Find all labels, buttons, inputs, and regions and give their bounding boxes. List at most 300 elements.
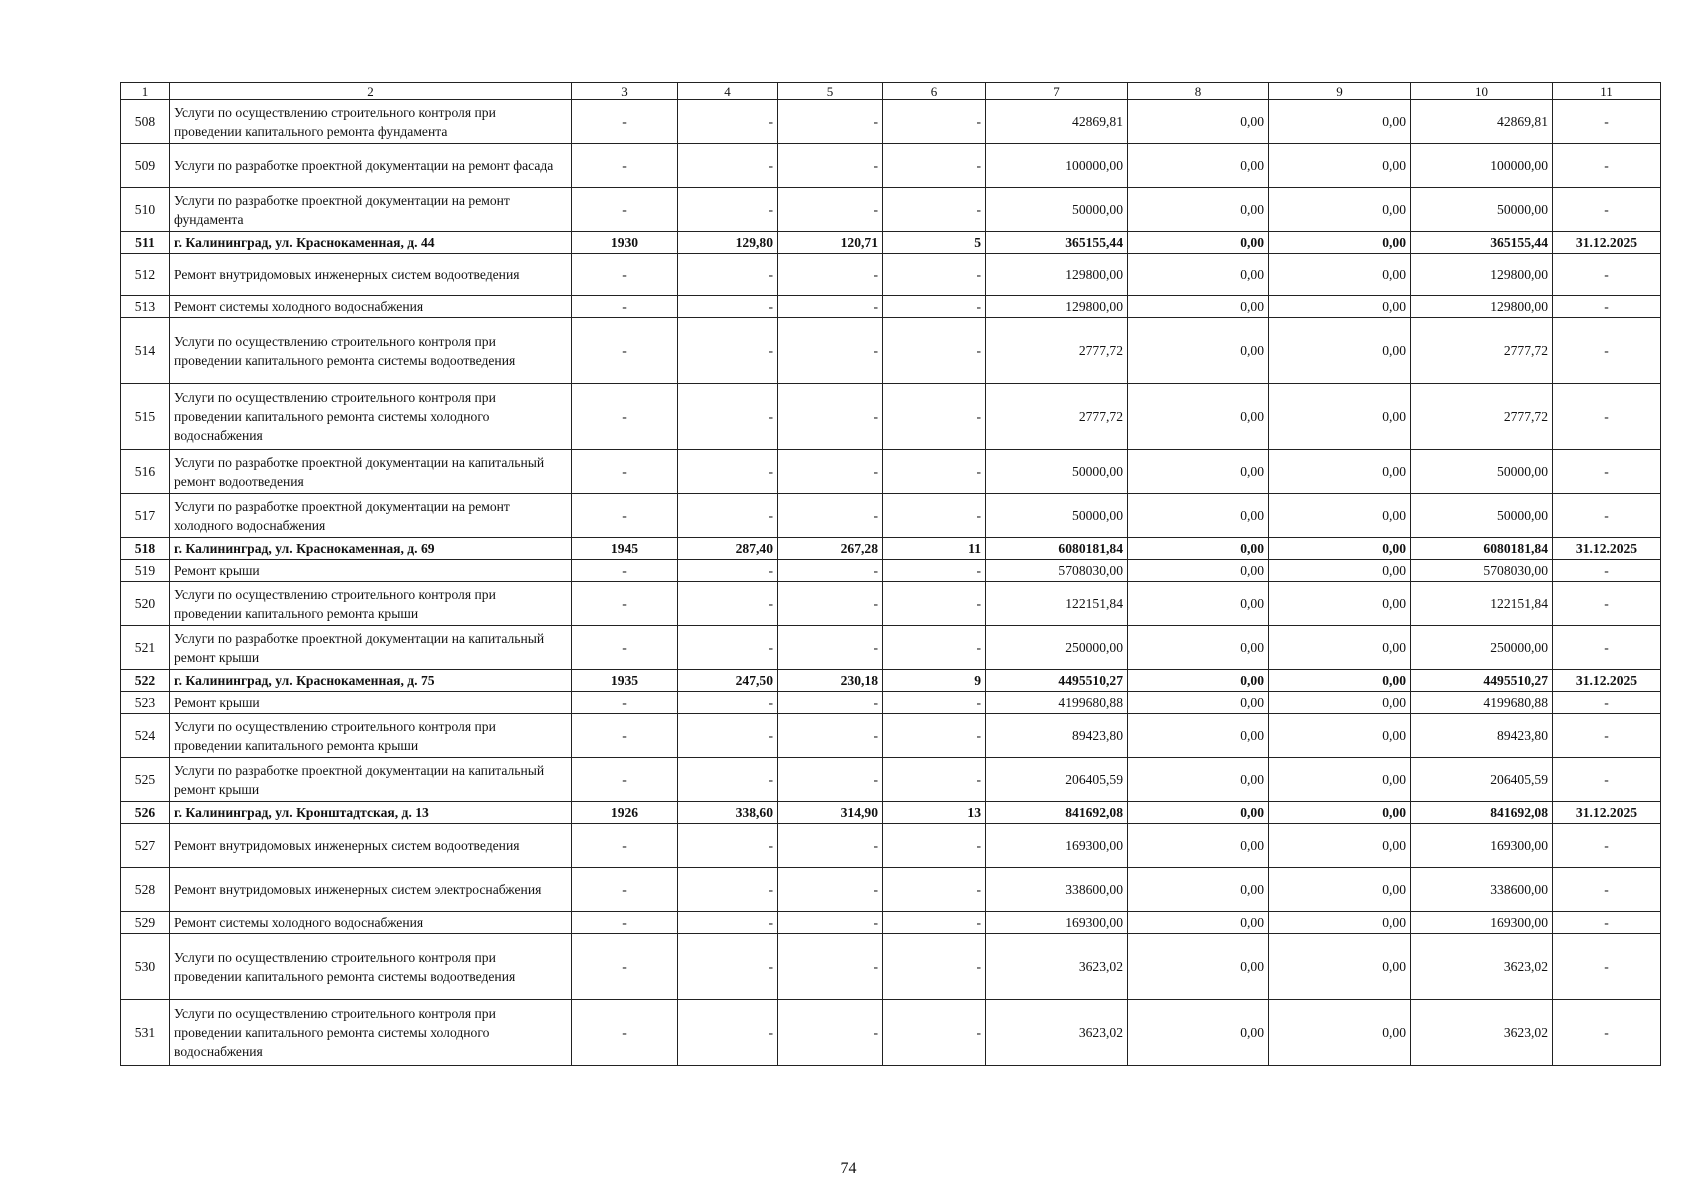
cell-cost-8: 0,00 <box>1128 494 1269 538</box>
cell-year: 1930 <box>572 232 678 254</box>
cell-deadline: 31.12.2025 <box>1553 538 1661 560</box>
cell-area-living: 267,28 <box>778 538 883 560</box>
cell-cost-8: 0,00 <box>1128 318 1269 384</box>
cell-residents: - <box>883 100 986 144</box>
cell-cost-8: 0,00 <box>1128 714 1269 758</box>
cell-deadline: - <box>1553 188 1661 232</box>
cell-year: - <box>572 296 678 318</box>
header-row <box>121 83 1661 100</box>
cell-cost-8: 0,00 <box>1128 232 1269 254</box>
cell-cost-9: 0,00 <box>1269 450 1411 494</box>
cell-cost-total: 129800,00 <box>986 296 1128 318</box>
cell-area-living: - <box>778 1000 883 1066</box>
row-number: 519 <box>121 560 170 582</box>
cell-deadline: - <box>1553 912 1661 934</box>
cell-cost-8: 0,00 <box>1128 560 1269 582</box>
row-name: Ремонт внутридомовых инженерных систем электроснабжения <box>170 868 572 912</box>
cell-cost-total: 2777,72 <box>986 318 1128 384</box>
cell-cost-total: 42869,81 <box>986 100 1128 144</box>
cell-cost-10: 6080181,84 <box>1411 538 1553 560</box>
row-number: 512 <box>121 254 170 296</box>
cell-cost-10: 841692,08 <box>1411 802 1553 824</box>
row-number: 509 <box>121 144 170 188</box>
cell-cost-9: 0,00 <box>1269 296 1411 318</box>
row-number: 517 <box>121 494 170 538</box>
row-name: Услуги по осуществлению строительного контроля при проведении капитального ремонта системы водоотведения <box>170 318 572 384</box>
cell-residents: - <box>883 560 986 582</box>
cell-year: - <box>572 692 678 714</box>
cell-cost-10: 100000,00 <box>1411 144 1553 188</box>
row-name: г. Калининград, ул. Кронштадтская, д. 13 <box>170 802 572 824</box>
row-name: г. Калининград, ул. Краснокаменная, д. 75 <box>170 670 572 692</box>
row-name: Ремонт крыши <box>170 560 572 582</box>
page-number: 74 <box>840 1160 857 1177</box>
repair-plan-table <box>120 82 1661 1066</box>
cell-residents: - <box>883 758 986 802</box>
document-sheet <box>120 82 1660 1066</box>
row-name: Ремонт системы холодного водоснабжения <box>170 296 572 318</box>
cell-cost-10: 250000,00 <box>1411 626 1553 670</box>
column-header: 5 <box>778 83 883 100</box>
cell-residents: - <box>883 254 986 296</box>
cell-area-total: - <box>678 912 778 934</box>
cell-area-living: - <box>778 692 883 714</box>
cell-cost-10: 206405,59 <box>1411 758 1553 802</box>
cell-cost-10: 122151,84 <box>1411 582 1553 626</box>
cell-area-total: - <box>678 824 778 868</box>
cell-cost-total: 841692,08 <box>986 802 1128 824</box>
cell-cost-9: 0,00 <box>1269 1000 1411 1066</box>
cell-cost-8: 0,00 <box>1128 538 1269 560</box>
cell-cost-10: 338600,00 <box>1411 868 1553 912</box>
cell-cost-total: 4495510,27 <box>986 670 1128 692</box>
cell-cost-total: 365155,44 <box>986 232 1128 254</box>
column-header: 2 <box>170 83 572 100</box>
row-number: 508 <box>121 100 170 144</box>
row-number: 511 <box>121 232 170 254</box>
cell-year: - <box>572 450 678 494</box>
cell-year: - <box>572 254 678 296</box>
cell-cost-8: 0,00 <box>1128 934 1269 1000</box>
column-header: 4 <box>678 83 778 100</box>
row-name: Услуги по разработке проектной документации на капитальный ремонт водоотведения <box>170 450 572 494</box>
cell-area-total: 287,40 <box>678 538 778 560</box>
table-row <box>121 188 1661 232</box>
cell-cost-total: 5708030,00 <box>986 560 1128 582</box>
cell-year: - <box>572 318 678 384</box>
table-row <box>121 144 1661 188</box>
row-name: Услуги по разработке проектной документации на ремонт фундамента <box>170 188 572 232</box>
cell-area-living: - <box>778 582 883 626</box>
row-name: Ремонт внутридомовых инженерных систем водоотведения <box>170 824 572 868</box>
cell-cost-10: 4495510,27 <box>1411 670 1553 692</box>
cell-deadline: - <box>1553 144 1661 188</box>
cell-residents: - <box>883 582 986 626</box>
cell-cost-10: 3623,02 <box>1411 1000 1553 1066</box>
cell-cost-10: 50000,00 <box>1411 188 1553 232</box>
cell-year: - <box>572 144 678 188</box>
cell-residents: - <box>883 934 986 1000</box>
cell-cost-total: 89423,80 <box>986 714 1128 758</box>
row-number: 521 <box>121 626 170 670</box>
cell-area-total: - <box>678 494 778 538</box>
table-row <box>121 824 1661 868</box>
cell-deadline: - <box>1553 758 1661 802</box>
column-header: 8 <box>1128 83 1269 100</box>
cell-year: - <box>572 912 678 934</box>
row-name: Услуги по осуществлению строительного контроля при проведении капитального ремонта крыши <box>170 714 572 758</box>
cell-cost-9: 0,00 <box>1269 912 1411 934</box>
cell-area-total: - <box>678 188 778 232</box>
cell-residents: - <box>883 824 986 868</box>
cell-year: - <box>572 100 678 144</box>
cell-cost-total: 50000,00 <box>986 494 1128 538</box>
cell-cost-10: 2777,72 <box>1411 318 1553 384</box>
cell-cost-8: 0,00 <box>1128 758 1269 802</box>
cell-cost-10: 2777,72 <box>1411 384 1553 450</box>
cell-residents: - <box>883 384 986 450</box>
row-number: 523 <box>121 692 170 714</box>
cell-cost-8: 0,00 <box>1128 626 1269 670</box>
table-body <box>121 83 1661 1066</box>
cell-area-living: - <box>778 714 883 758</box>
cell-cost-9: 0,00 <box>1269 538 1411 560</box>
cell-deadline: - <box>1553 384 1661 450</box>
row-number: 527 <box>121 824 170 868</box>
cell-area-total: - <box>678 318 778 384</box>
table-row <box>121 868 1661 912</box>
cell-deadline: - <box>1553 934 1661 1000</box>
table-row <box>121 296 1661 318</box>
cell-cost-10: 169300,00 <box>1411 824 1553 868</box>
cell-deadline: - <box>1553 494 1661 538</box>
cell-year: - <box>572 868 678 912</box>
cell-area-total: - <box>678 1000 778 1066</box>
cell-cost-8: 0,00 <box>1128 582 1269 626</box>
cell-residents: - <box>883 450 986 494</box>
cell-area-living: 230,18 <box>778 670 883 692</box>
cell-cost-8: 0,00 <box>1128 450 1269 494</box>
cell-deadline: - <box>1553 100 1661 144</box>
cell-area-living: - <box>778 824 883 868</box>
cell-area-total: - <box>678 868 778 912</box>
cell-residents: - <box>883 912 986 934</box>
cell-area-living: - <box>778 626 883 670</box>
cell-area-total: - <box>678 758 778 802</box>
cell-deadline: - <box>1553 318 1661 384</box>
column-header: 7 <box>986 83 1128 100</box>
cell-cost-9: 0,00 <box>1269 232 1411 254</box>
cell-area-living: - <box>778 494 883 538</box>
row-name: г. Калининград, ул. Краснокаменная, д. 69 <box>170 538 572 560</box>
cell-residents: - <box>883 714 986 758</box>
cell-area-living: - <box>778 100 883 144</box>
cell-area-total: - <box>678 692 778 714</box>
cell-area-living: - <box>778 934 883 1000</box>
row-number: 510 <box>121 188 170 232</box>
column-header: 6 <box>883 83 986 100</box>
table-row <box>121 384 1661 450</box>
cell-area-living: - <box>778 560 883 582</box>
row-number: 530 <box>121 934 170 1000</box>
cell-area-living: - <box>778 144 883 188</box>
cell-year: - <box>572 1000 678 1066</box>
cell-cost-9: 0,00 <box>1269 758 1411 802</box>
cell-residents: - <box>883 188 986 232</box>
cell-deadline: 31.12.2025 <box>1553 232 1661 254</box>
cell-year: - <box>572 714 678 758</box>
row-number: 526 <box>121 802 170 824</box>
cell-cost-total: 50000,00 <box>986 188 1128 232</box>
cell-cost-9: 0,00 <box>1269 626 1411 670</box>
cell-deadline: - <box>1553 582 1661 626</box>
cell-residents: - <box>883 1000 986 1066</box>
cell-cost-9: 0,00 <box>1269 868 1411 912</box>
cell-residents: 13 <box>883 802 986 824</box>
table-row <box>121 494 1661 538</box>
row-name: Ремонт крыши <box>170 692 572 714</box>
cell-area-living: 120,71 <box>778 232 883 254</box>
cell-cost-total: 3623,02 <box>986 1000 1128 1066</box>
cell-cost-9: 0,00 <box>1269 494 1411 538</box>
cell-cost-total: 250000,00 <box>986 626 1128 670</box>
row-number: 525 <box>121 758 170 802</box>
cell-cost-10: 89423,80 <box>1411 714 1553 758</box>
cell-cost-9: 0,00 <box>1269 560 1411 582</box>
cell-cost-10: 42869,81 <box>1411 100 1553 144</box>
cell-cost-10: 4199680,88 <box>1411 692 1553 714</box>
cell-area-total: - <box>678 560 778 582</box>
cell-area-total: - <box>678 582 778 626</box>
table-row <box>121 714 1661 758</box>
cell-cost-8: 0,00 <box>1128 1000 1269 1066</box>
cell-cost-10: 5708030,00 <box>1411 560 1553 582</box>
table-row <box>121 582 1661 626</box>
cell-year: - <box>572 758 678 802</box>
column-header: 10 <box>1411 83 1553 100</box>
cell-year: - <box>572 188 678 232</box>
row-number: 531 <box>121 1000 170 1066</box>
cell-cost-9: 0,00 <box>1269 824 1411 868</box>
cell-cost-9: 0,00 <box>1269 670 1411 692</box>
cell-year: - <box>572 384 678 450</box>
cell-area-total: - <box>678 296 778 318</box>
row-name: Услуги по осуществлению строительного контроля при проведении капитального ремонта системы водоотведения <box>170 934 572 1000</box>
address-row <box>121 538 1661 560</box>
cell-year: - <box>572 560 678 582</box>
cell-area-total: - <box>678 626 778 670</box>
cell-area-total: - <box>678 144 778 188</box>
cell-residents: - <box>883 868 986 912</box>
cell-deadline: - <box>1553 824 1661 868</box>
cell-cost-8: 0,00 <box>1128 802 1269 824</box>
row-name: Услуги по разработке проектной документации на ремонт фасада <box>170 144 572 188</box>
cell-cost-8: 0,00 <box>1128 296 1269 318</box>
cell-cost-10: 50000,00 <box>1411 494 1553 538</box>
cell-cost-total: 169300,00 <box>986 824 1128 868</box>
cell-cost-9: 0,00 <box>1269 714 1411 758</box>
cell-deadline: - <box>1553 626 1661 670</box>
cell-cost-9: 0,00 <box>1269 144 1411 188</box>
row-name: г. Калининград, ул. Краснокаменная, д. 44 <box>170 232 572 254</box>
cell-cost-8: 0,00 <box>1128 188 1269 232</box>
cell-deadline: - <box>1553 1000 1661 1066</box>
row-name: Услуги по разработке проектной документации на капитальный ремонт крыши <box>170 758 572 802</box>
cell-cost-total: 169300,00 <box>986 912 1128 934</box>
cell-area-total: - <box>678 714 778 758</box>
cell-area-total: 129,80 <box>678 232 778 254</box>
row-name: Услуги по разработке проектной документации на капитальный ремонт крыши <box>170 626 572 670</box>
cell-area-total: - <box>678 384 778 450</box>
cell-deadline: - <box>1553 714 1661 758</box>
row-number: 515 <box>121 384 170 450</box>
cell-area-total: - <box>678 450 778 494</box>
row-number: 514 <box>121 318 170 384</box>
cell-residents: - <box>883 318 986 384</box>
cell-area-living: 314,90 <box>778 802 883 824</box>
cell-cost-8: 0,00 <box>1128 144 1269 188</box>
cell-residents: 5 <box>883 232 986 254</box>
cell-residents: - <box>883 692 986 714</box>
row-name: Услуги по осуществлению строительного контроля при проведении капитального ремонта фундамента <box>170 100 572 144</box>
table-row <box>121 912 1661 934</box>
cell-residents: 9 <box>883 670 986 692</box>
table-row <box>121 692 1661 714</box>
cell-cost-8: 0,00 <box>1128 384 1269 450</box>
row-number: 516 <box>121 450 170 494</box>
cell-cost-9: 0,00 <box>1269 254 1411 296</box>
cell-year: 1926 <box>572 802 678 824</box>
cell-cost-total: 4199680,88 <box>986 692 1128 714</box>
cell-cost-9: 0,00 <box>1269 692 1411 714</box>
row-name: Услуги по разработке проектной документации на ремонт холодного водоснабжения <box>170 494 572 538</box>
cell-cost-total: 122151,84 <box>986 582 1128 626</box>
row-name: Ремонт системы холодного водоснабжения <box>170 912 572 934</box>
cell-cost-total: 6080181,84 <box>986 538 1128 560</box>
cell-area-total: 338,60 <box>678 802 778 824</box>
table-row <box>121 318 1661 384</box>
column-header: 3 <box>572 83 678 100</box>
cell-cost-10: 129800,00 <box>1411 254 1553 296</box>
cell-area-living: - <box>778 318 883 384</box>
cell-deadline: - <box>1553 450 1661 494</box>
cell-cost-9: 0,00 <box>1269 934 1411 1000</box>
cell-cost-9: 0,00 <box>1269 318 1411 384</box>
cell-area-total: - <box>678 100 778 144</box>
cell-cost-8: 0,00 <box>1128 824 1269 868</box>
cell-residents: - <box>883 296 986 318</box>
row-name: Услуги по осуществлению строительного контроля при проведении капитального ремонта системы холодного водоснабжения <box>170 1000 572 1066</box>
cell-cost-8: 0,00 <box>1128 692 1269 714</box>
cell-area-living: - <box>778 296 883 318</box>
cell-cost-10: 129800,00 <box>1411 296 1553 318</box>
cell-area-living: - <box>778 384 883 450</box>
address-row <box>121 670 1661 692</box>
cell-cost-9: 0,00 <box>1269 582 1411 626</box>
cell-residents: - <box>883 494 986 538</box>
cell-cost-total: 338600,00 <box>986 868 1128 912</box>
cell-deadline: 31.12.2025 <box>1553 802 1661 824</box>
cell-year: - <box>572 824 678 868</box>
row-number: 528 <box>121 868 170 912</box>
row-number: 522 <box>121 670 170 692</box>
cell-cost-8: 0,00 <box>1128 912 1269 934</box>
cell-cost-9: 0,00 <box>1269 188 1411 232</box>
cell-year: - <box>572 934 678 1000</box>
cell-year: - <box>572 494 678 538</box>
cell-cost-9: 0,00 <box>1269 384 1411 450</box>
row-number: 529 <box>121 912 170 934</box>
cell-area-living: - <box>778 868 883 912</box>
cell-area-living: - <box>778 758 883 802</box>
row-number: 518 <box>121 538 170 560</box>
table-row <box>121 450 1661 494</box>
cell-cost-10: 3623,02 <box>1411 934 1553 1000</box>
table-row <box>121 100 1661 144</box>
cell-cost-total: 129800,00 <box>986 254 1128 296</box>
cell-deadline: - <box>1553 560 1661 582</box>
row-number: 513 <box>121 296 170 318</box>
cell-deadline: - <box>1553 254 1661 296</box>
cell-deadline: - <box>1553 868 1661 912</box>
cell-cost-9: 0,00 <box>1269 802 1411 824</box>
cell-area-total: - <box>678 934 778 1000</box>
column-header: 11 <box>1553 83 1661 100</box>
table-row <box>121 1000 1661 1066</box>
cell-cost-10: 169300,00 <box>1411 912 1553 934</box>
cell-year: - <box>572 626 678 670</box>
cell-cost-8: 0,00 <box>1128 100 1269 144</box>
cell-deadline: 31.12.2025 <box>1553 670 1661 692</box>
row-name: Услуги по осуществлению строительного контроля при проведении капитального ремонта крыши <box>170 582 572 626</box>
cell-cost-total: 2777,72 <box>986 384 1128 450</box>
column-header: 9 <box>1269 83 1411 100</box>
address-row <box>121 232 1661 254</box>
cell-area-living: - <box>778 450 883 494</box>
cell-cost-total: 100000,00 <box>986 144 1128 188</box>
row-number: 524 <box>121 714 170 758</box>
cell-area-living: - <box>778 254 883 296</box>
cell-deadline: - <box>1553 692 1661 714</box>
column-header: 1 <box>121 83 170 100</box>
cell-cost-total: 206405,59 <box>986 758 1128 802</box>
row-name: Услуги по осуществлению строительного контроля при проведении капитального ремонта системы холодного водоснабжения <box>170 384 572 450</box>
table-row <box>121 626 1661 670</box>
cell-deadline: - <box>1553 296 1661 318</box>
cell-cost-8: 0,00 <box>1128 670 1269 692</box>
table-row <box>121 560 1661 582</box>
table-row <box>121 254 1661 296</box>
cell-cost-9: 0,00 <box>1269 100 1411 144</box>
cell-cost-10: 50000,00 <box>1411 450 1553 494</box>
cell-cost-8: 0,00 <box>1128 254 1269 296</box>
cell-residents: - <box>883 626 986 670</box>
cell-cost-total: 50000,00 <box>986 450 1128 494</box>
cell-area-living: - <box>778 188 883 232</box>
cell-cost-8: 0,00 <box>1128 868 1269 912</box>
cell-area-total: 247,50 <box>678 670 778 692</box>
cell-year: 1935 <box>572 670 678 692</box>
cell-area-living: - <box>778 912 883 934</box>
cell-residents: - <box>883 144 986 188</box>
row-name: Ремонт внутридомовых инженерных систем водоотведения <box>170 254 572 296</box>
table-row <box>121 758 1661 802</box>
table-row <box>121 934 1661 1000</box>
cell-residents: 11 <box>883 538 986 560</box>
cell-cost-10: 365155,44 <box>1411 232 1553 254</box>
cell-area-total: - <box>678 254 778 296</box>
cell-year: 1945 <box>572 538 678 560</box>
